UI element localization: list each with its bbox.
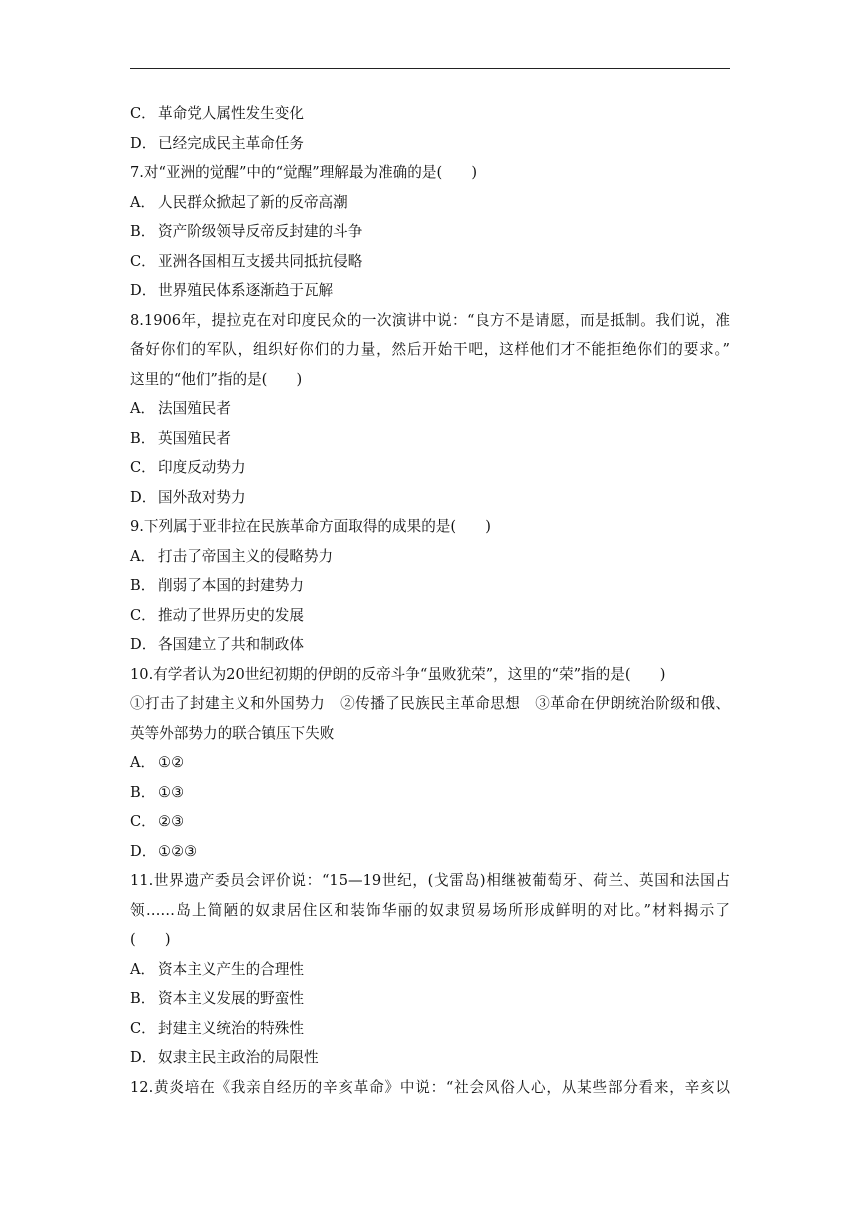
q10-stem: 10.有学者认为20世纪初期的伊朗的反帝斗争“虽败犹荣”，这里的“荣”指的是( ) bbox=[130, 665, 666, 683]
option-text: 资本主义产生的合理性 bbox=[158, 960, 304, 978]
option-text: 革命党人属性发生变化 bbox=[158, 105, 304, 122]
header-rule bbox=[130, 68, 730, 69]
option-letter: C． bbox=[130, 813, 156, 830]
option-letter: A． bbox=[130, 400, 156, 417]
option-text: 削弱了本国的封建势力 bbox=[158, 577, 304, 594]
option-text: 资产阶级领导反帝反封建的斗争 bbox=[158, 223, 363, 240]
option-text: 人民群众掀起了新的反帝高潮 bbox=[158, 193, 348, 211]
option-letter: A． bbox=[130, 547, 156, 565]
q7-stem: 7.对“亚洲的觉醒”中的“觉醒”理解最为准确的是( ) bbox=[130, 164, 478, 181]
q11-stem-line-2: 领……岛上简陋的奴隶居住区和装饰华丽的奴隶贸易场所形成鲜明的对比。”材料揭示了 bbox=[130, 901, 730, 919]
option-letter: D． bbox=[130, 842, 157, 860]
q11-option-b bbox=[130, 984, 730, 1014]
option-letter: A． bbox=[130, 754, 156, 771]
q10-option-a bbox=[130, 748, 730, 778]
option-text: 亚洲各国相互支援共同抵抗侵略 bbox=[158, 252, 363, 270]
q8-option-b bbox=[130, 424, 730, 454]
q10-option-b bbox=[130, 778, 730, 808]
q8-option-a bbox=[130, 394, 730, 424]
q9-option-a bbox=[130, 542, 730, 572]
q11-stem-line-3: ( ) bbox=[130, 931, 171, 948]
q9-option-b bbox=[130, 571, 730, 601]
option-text: 法国殖民者 bbox=[158, 400, 231, 417]
q7-option-d bbox=[130, 276, 730, 306]
option-letter: B． bbox=[130, 783, 156, 801]
option-letter: C． bbox=[130, 459, 156, 476]
q7-option-c bbox=[130, 247, 730, 277]
option-text: ①② bbox=[158, 754, 185, 771]
option-letter: C． bbox=[130, 1019, 156, 1037]
q6-option-d bbox=[130, 129, 730, 159]
option-text: 世界殖民体系逐渐趋于瓦解 bbox=[158, 282, 334, 299]
q7-option-a bbox=[130, 188, 730, 218]
q10-option-d bbox=[130, 837, 730, 867]
option-text: 国外敌对势力 bbox=[158, 488, 246, 506]
option-letter: D． bbox=[130, 636, 157, 653]
option-letter: C． bbox=[130, 606, 156, 624]
option-text: 推动了世界历史的发展 bbox=[158, 606, 304, 624]
option-letter: D． bbox=[130, 134, 157, 152]
q9-stem: 9.下列属于亚非拉在民族革命方面取得的成果的是( ) bbox=[130, 518, 491, 535]
q8-option-c bbox=[130, 453, 730, 483]
q11-option-a bbox=[130, 955, 730, 985]
option-text: 英国殖民者 bbox=[158, 429, 231, 447]
q8-stem-line-2: 备好你们的军队，组织好你们的力量，然后开始干吧，这样他们才不能拒绝你们的要求。” bbox=[130, 341, 730, 358]
option-text: 奴隶主民主政治的局限性 bbox=[158, 1049, 319, 1066]
option-letter: B． bbox=[130, 990, 156, 1007]
option-text: 打击了帝国主义的侵略势力 bbox=[158, 547, 334, 565]
q8-stem-line-1: 8.1906年，提拉克在对印度民众的一次演讲中说：“良方不是请愿，而是抵制。我们说，准 bbox=[130, 311, 730, 329]
q12-stem-line-1: 12.黄炎培在《我亲自经历的辛亥革命》中说：“社会风俗人心，从某些部分看来，辛亥以 bbox=[130, 1078, 730, 1096]
q11-option-c bbox=[130, 1014, 730, 1044]
option-letter: A． bbox=[130, 960, 156, 978]
option-text: 印度反动势力 bbox=[158, 459, 246, 476]
q11-stem-line-1: 11.世界遗产委员会评价说：“15—19世纪，(戈雷岛)相继被葡萄牙、荷兰、英国和法国占 bbox=[130, 872, 730, 889]
option-letter: C． bbox=[130, 252, 156, 270]
option-letter: C． bbox=[130, 105, 156, 122]
option-letter: B． bbox=[130, 577, 156, 594]
q10-items-line-2: 英等外部势力的联合镇压下失败 bbox=[130, 724, 335, 742]
option-text: ①②③ bbox=[158, 842, 198, 860]
option-letter: B． bbox=[130, 429, 156, 447]
q9-option-c bbox=[130, 601, 730, 631]
q11-option-d bbox=[130, 1043, 730, 1073]
q10-items-line-1: ①打击了封建主义和外国势力 ②传播了民族民主革命思想 ③革命在伊朗统治阶级和俄、 bbox=[130, 695, 730, 712]
option-text: 封建主义统治的特殊性 bbox=[158, 1019, 304, 1037]
option-letter: B． bbox=[130, 223, 156, 240]
option-text: ②③ bbox=[158, 813, 185, 830]
option-letter: D． bbox=[130, 282, 157, 299]
q7-option-b bbox=[130, 217, 730, 247]
option-letter: D． bbox=[130, 488, 157, 506]
option-text: ①③ bbox=[158, 783, 185, 801]
option-text: 各国建立了共和制政体 bbox=[158, 636, 304, 653]
q9-option-d bbox=[130, 630, 730, 660]
option-text: 资本主义发展的野蛮性 bbox=[158, 990, 304, 1007]
option-letter: D． bbox=[130, 1049, 157, 1066]
page-content bbox=[130, 99, 730, 1102]
q6-option-c bbox=[130, 99, 730, 129]
q8-option-d bbox=[130, 483, 730, 513]
option-text: 已经完成民主革命任务 bbox=[158, 134, 304, 152]
q10-option-c bbox=[130, 807, 730, 837]
q8-stem-line-3: 这里的“他们”指的是( ) bbox=[130, 370, 303, 388]
option-letter: A． bbox=[130, 193, 156, 211]
